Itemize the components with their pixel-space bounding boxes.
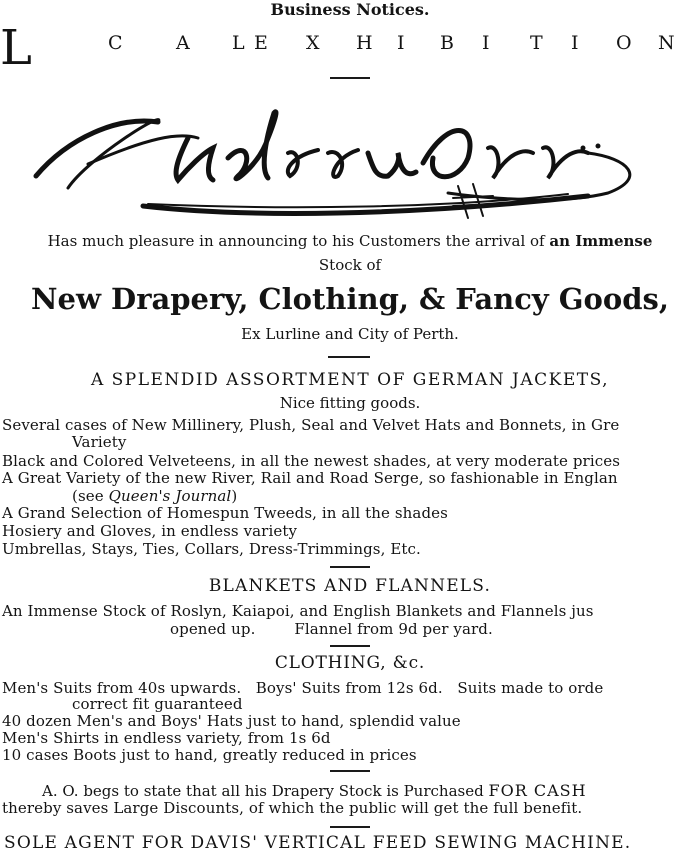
jackets-heading: A SPLENDID ASSORTMENT OF GERMAN JACKETS, bbox=[90, 370, 610, 390]
signature-andrew-orr bbox=[28, 98, 658, 228]
exhibition-initial: L bbox=[0, 20, 32, 76]
item-millinery-cont: Variety bbox=[72, 433, 127, 451]
exhibition-letter: C bbox=[108, 32, 123, 54]
notice-line-2: thereby saves Large Discounts, of which the public will get the full benefit. bbox=[2, 799, 583, 817]
blankets-line-1: An Immense Stock of Roslyn, Kaiapoi, and English Blankets and Flannels jus bbox=[2, 602, 594, 620]
exhibition-letter: O bbox=[616, 32, 632, 54]
exhibition-letter: B bbox=[440, 32, 454, 54]
item-serge-cont bbox=[72, 487, 237, 505]
exhibition-letter: I bbox=[397, 32, 405, 54]
exhibition-letter: H bbox=[356, 32, 373, 54]
sole-agent-line: SOLE AGENT FOR DAVIS' VERTICAL FEED SEWING MACHINE. bbox=[4, 833, 632, 853]
exhibition-letter: T bbox=[530, 32, 543, 54]
item-serge: A Great Variety of the new River, Rail and Road Serge, so fashionable in Englan bbox=[2, 469, 618, 487]
intro-line bbox=[0, 232, 700, 250]
exhibition-letter: I bbox=[571, 32, 579, 54]
item-serge-cont-suffix: ) bbox=[231, 487, 238, 505]
exhibition-letter: N bbox=[658, 32, 675, 54]
divider bbox=[330, 645, 370, 647]
clothing-item-hats: 40 dozen Men's and Boys' Hats just to hand, splendid value bbox=[2, 712, 461, 730]
item-velveteens: Black and Colored Velveteens, in all the newest shades, at very moderate prices bbox=[2, 452, 620, 470]
item-serge-journal: Queen's Journal bbox=[108, 487, 232, 505]
item-hosiery: Hosiery and Gloves, in endless variety bbox=[2, 522, 298, 540]
divider bbox=[330, 77, 370, 79]
divider bbox=[328, 356, 370, 358]
clothing-item-shirts: Men's Shirts in endless variety, from 1s 6d bbox=[2, 729, 331, 747]
source-line: Ex Lurline and City of Perth. bbox=[241, 325, 459, 343]
divider bbox=[330, 770, 370, 772]
intro-emphasis: an Immense bbox=[549, 232, 653, 250]
divider bbox=[330, 566, 370, 568]
clothing-item-boots: 10 cases Boots just to hand, greatly reduced in prices bbox=[2, 746, 417, 764]
exhibition-letter: L bbox=[232, 32, 245, 54]
blankets-heading: BLANKETS AND FLANNELS. bbox=[208, 576, 492, 596]
item-umbrellas: Umbrellas, Stays, Ties, Collars, Dress-Trimmings, Etc. bbox=[2, 540, 421, 558]
exhibition-heading bbox=[0, 32, 700, 56]
blankets-line-2: opened up. Flannel from 9d per yard. bbox=[170, 620, 493, 638]
divider bbox=[330, 826, 370, 828]
item-tweeds: A Grand Selection of Homespun Tweeds, in all the shades bbox=[2, 504, 448, 522]
exhibition-letter: I bbox=[482, 32, 490, 54]
exhibition-letter: X bbox=[306, 32, 320, 54]
item-serge-cont-prefix: (see bbox=[72, 487, 109, 505]
clothing-heading: CLOTHING, &c. bbox=[274, 653, 426, 673]
clothing-line-1: Men's Suits from 40s upwards. Boys' Suits from 12s 6d. Suits made to orde bbox=[2, 679, 604, 697]
headline: New Drapery, Clothing, & Fancy Goods, bbox=[31, 282, 669, 316]
exhibition-letter: A bbox=[176, 32, 190, 54]
intro-text: Has much pleasure in announcing to his Customers the arrival of bbox=[47, 232, 550, 250]
section-header: Business Notices. bbox=[270, 0, 430, 19]
jackets-subheading: Nice fitting goods. bbox=[279, 394, 421, 412]
item-millinery: Several cases of New Millinery, Plush, Seal and Velvet Hats and Bonnets, in Gre bbox=[2, 416, 620, 434]
notice-line-1 bbox=[42, 781, 587, 800]
intro-line-2: Stock of bbox=[318, 256, 382, 274]
notice-text: A. O. begs to state that all his Drapery Stock is Purchased bbox=[42, 782, 489, 800]
clothing-line-1b: correct fit guaranteed bbox=[72, 695, 243, 713]
notice-for-cash: FOR CASH bbox=[488, 781, 587, 800]
exhibition-letter: E bbox=[254, 32, 268, 54]
